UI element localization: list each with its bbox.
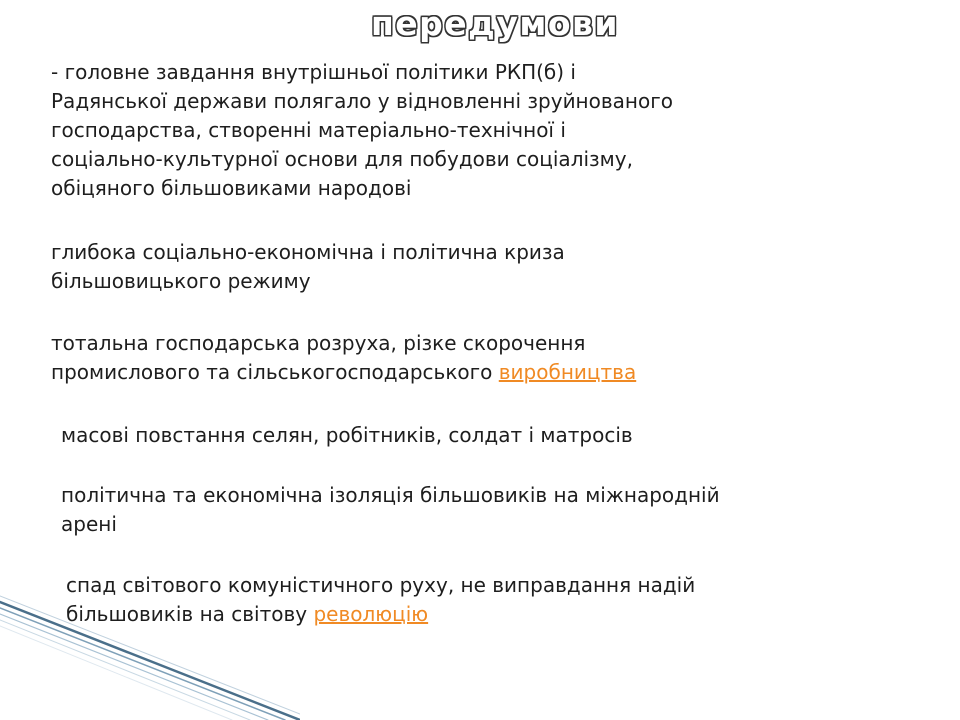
text-line: Радянської держави полягало у відновленні зруйнованого: [51, 89, 673, 113]
text-line: обіцяного більшовиками народові: [51, 176, 412, 200]
text-line: більшовицького режиму: [51, 269, 311, 293]
decorative-corner-lines: [0, 590, 300, 720]
text-line: - головне завдання внутрішньої політики РКП(б) і: [51, 60, 576, 84]
text-line: арені: [61, 512, 117, 536]
text-line: глибока соціально-економічна і політична криза: [51, 240, 565, 264]
text-segment: промислового та сільськогосподарського: [51, 360, 499, 384]
text-line: політична та економічна ізоляція більшовиків на міжнародній: [61, 483, 720, 507]
link-vyrobnytstva[interactable]: виробництва: [498, 360, 637, 384]
slide-title: передумови: [371, 4, 619, 43]
paragraph-main-task: [51, 58, 673, 203]
link-revolyutsiyu[interactable]: революцію: [313, 602, 429, 626]
paragraph-crisis: [51, 238, 565, 296]
text-line: [51, 358, 636, 387]
text-line: господарства, створенні матеріально-технічної і: [51, 118, 566, 142]
paragraph-uprisings: [61, 421, 633, 450]
text-line: тотальна господарська розруха, різке скорочення: [51, 331, 586, 355]
paragraph-isolation: [61, 481, 720, 539]
text-line: соціально-культурної основи для побудови соціалізму,: [51, 147, 633, 171]
text-line: спад світового комуністичного руху, не виправдання надій: [66, 573, 696, 597]
text-line: масові повстання селян, робітників, солдат і матросів: [61, 423, 633, 447]
text-segment: більшовиків на світову: [66, 602, 314, 626]
paragraph-economic-ruin: [51, 329, 636, 387]
